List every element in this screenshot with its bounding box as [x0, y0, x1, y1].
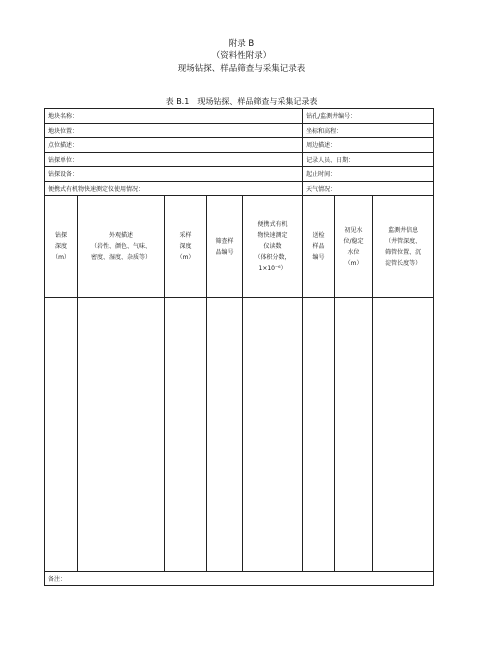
- data-cell[interactable]: [243, 298, 303, 572]
- info-row: [45, 181, 434, 196]
- info-row: [45, 123, 434, 138]
- data-cell[interactable]: [303, 298, 335, 572]
- column-header: 外观描述 （岩性、颜色、气味、 密度、湿度、杂质等）: [78, 196, 165, 298]
- column-header: 便携式有机 物快速测定 仪读数 （体积分数， 1×10⁻⁶）: [243, 196, 303, 298]
- recorder-date-field[interactable]: 记录人员、日期：: [303, 152, 434, 167]
- data-cell[interactable]: [45, 298, 78, 572]
- pid-usage-field[interactable]: 便携式有机物快速测定仪使用情况：: [45, 181, 303, 196]
- surroundings-field[interactable]: 周边描述：: [303, 138, 434, 153]
- data-cell[interactable]: [165, 298, 207, 572]
- data-cell[interactable]: [78, 298, 165, 572]
- appendix-type: （资料性附录）: [211, 51, 272, 61]
- table-caption: 表 B.1 现场钻探、样品筛查与采集记录表: [165, 97, 318, 106]
- data-entry-row: [45, 298, 434, 572]
- column-header: 监测井信息 （井管深度、 筛管位置、沉 淀管长度等）: [373, 196, 434, 298]
- drilling-unit-field[interactable]: 钻探单位：: [45, 152, 303, 167]
- appendix-label: 附录 B: [228, 39, 255, 49]
- info-row: [45, 152, 434, 167]
- column-header: 送检 样品 编号: [303, 196, 335, 298]
- column-header: 钻探 深度 （m）: [45, 196, 78, 298]
- info-row: [45, 138, 434, 153]
- document-title: 现场钻探、样品筛查与采集记录表: [177, 64, 306, 74]
- site-name-field[interactable]: 地块名称：: [45, 109, 303, 124]
- notes-row: [45, 572, 434, 586]
- data-cell[interactable]: [373, 298, 434, 572]
- site-location-field[interactable]: 地块位置：: [45, 123, 303, 138]
- info-row: [45, 167, 434, 182]
- point-description-field[interactable]: 点位描述：: [45, 138, 303, 153]
- coordinates-field[interactable]: 坐标和高程：: [303, 123, 434, 138]
- column-header: 筛查样 品编号: [207, 196, 243, 298]
- data-cell[interactable]: [207, 298, 243, 572]
- notes-field[interactable]: 备注：: [45, 572, 434, 586]
- column-header: 采样 深度 （m）: [165, 196, 207, 298]
- weather-field[interactable]: 天气情况：: [303, 181, 434, 196]
- start-end-time-field[interactable]: 起止时间：: [303, 167, 434, 182]
- record-table: [44, 108, 434, 586]
- column-header: 初见水 位/稳定 水位 （m）: [335, 196, 373, 298]
- info-row: [45, 109, 434, 124]
- drilling-equipment-field[interactable]: 钻探设备：: [45, 167, 303, 182]
- borehole-id-field[interactable]: 钻孔/监测井编号：: [303, 109, 434, 124]
- data-cell[interactable]: [335, 298, 373, 572]
- column-header-row: [45, 196, 434, 298]
